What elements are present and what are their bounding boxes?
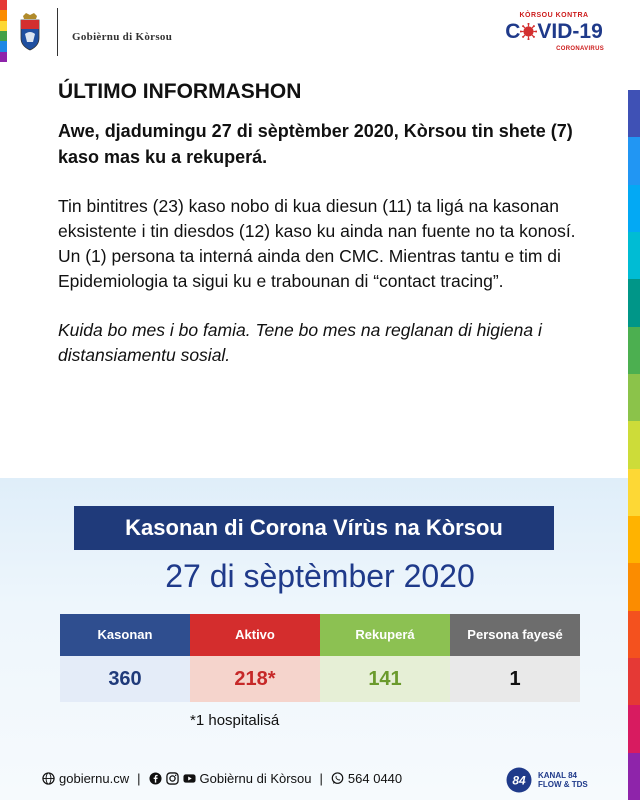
stats-footnote: *1 hospitalisá <box>190 712 280 729</box>
stat-recovered-value: 141 <box>320 656 450 702</box>
facebook-icon[interactable] <box>149 772 162 785</box>
instagram-icon[interactable] <box>166 772 179 785</box>
stats-banner: Kasonan di Corona Vírùs na Kòrsou <box>74 506 554 550</box>
footer-separator: | <box>319 771 323 786</box>
stat-cases <box>60 614 190 702</box>
covid-logo <box>504 12 604 60</box>
kanal-84-line2: FLOW & TDS <box>538 780 588 789</box>
footer-contact <box>42 771 402 786</box>
header-divider <box>57 8 58 56</box>
page-title: ÚLTIMO INFORMASHON <box>58 80 302 103</box>
footer <box>0 765 628 795</box>
kanal-84-line1: KANAL 84 <box>538 771 577 780</box>
lead-paragraph: Awe, djadumingu 27 di sèptèmber 2020, Kòrsou tin shete (7) kaso mas ku a rekuperá. <box>58 121 573 167</box>
covid-logo-sub: CORONAVIRUS <box>556 46 604 52</box>
footer-social-name[interactable]: Gobièrnu di Kòrsou <box>199 771 312 786</box>
stats-table <box>60 614 580 702</box>
header <box>0 0 640 70</box>
stats-date: 27 di sèptèmber 2020 <box>165 558 475 594</box>
footer-phone[interactable]: 564 0440 <box>347 771 403 786</box>
coat-of-arms-icon <box>18 12 42 52</box>
footer-separator: | <box>137 771 141 786</box>
kanal-84-badge-icon <box>506 767 532 793</box>
footer-website-link[interactable]: gobiernu.cw <box>59 771 130 786</box>
youtube-icon[interactable] <box>183 772 196 785</box>
stat-active <box>190 614 320 702</box>
globe-icon <box>42 772 55 785</box>
stat-cases-value: 360 <box>60 656 190 702</box>
stat-recovered <box>320 614 450 702</box>
stat-active-value: 218* <box>190 656 320 702</box>
government-name: Gobièrnu di Kòrsou <box>72 31 173 43</box>
covid-logo-main: C VID-19 <box>505 20 603 43</box>
covid-logo-top: KÒRSOU KONTRA <box>519 12 589 19</box>
right-color-strip <box>628 90 640 800</box>
virus-icon <box>520 23 537 40</box>
stat-deceased-value: 1 <box>450 656 580 702</box>
stat-deceased-label: Persona fayesé <box>450 614 580 656</box>
body-paragraph: Tin bintitres (23) kaso nobo di kua diesun (11) ta ligá na kasonan eksistente i tin diesdos (12) kaso ku ainda nan fuente no ta konosí. Un (1) persona ta interná ainda den CMC. Mientras tantu e tim di Epidemiologia ta sigui ku e trabounan di “contact tracing”. <box>58 196 576 291</box>
kanal-84-text <box>538 771 588 789</box>
kanal-84-number: 84 <box>512 773 526 788</box>
advice-paragraph: Kuida bo mes i bo famia. Tene bo mes na reglanan di higiena i distansiamentu sosial. <box>58 320 542 365</box>
kanal-84-logo <box>506 765 598 795</box>
stat-active-label: Aktivo <box>190 614 320 656</box>
stat-deceased <box>450 614 580 702</box>
stat-cases-label: Kasonan <box>60 614 190 656</box>
stat-recovered-label: Rekuperá <box>320 614 450 656</box>
whatsapp-icon[interactable] <box>331 772 344 785</box>
main-content <box>58 80 598 368</box>
